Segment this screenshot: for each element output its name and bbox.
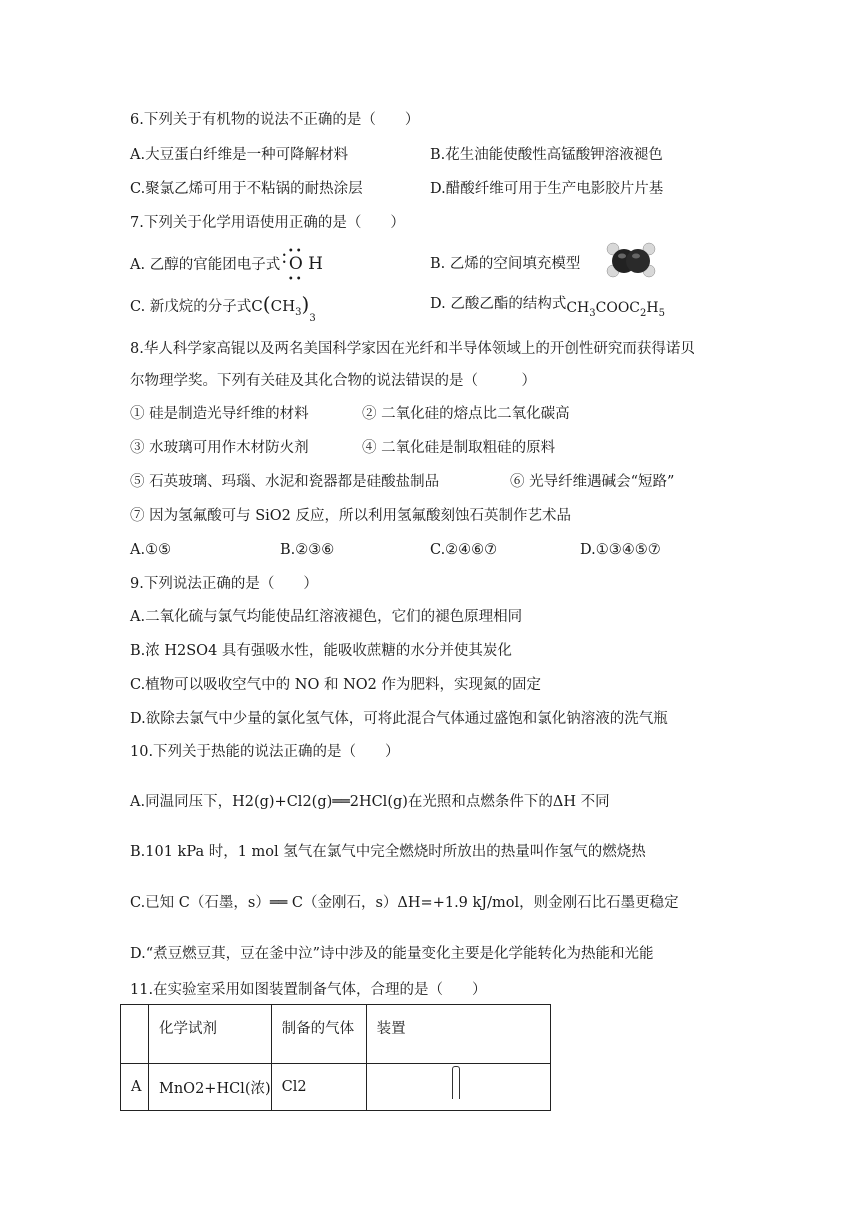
q8-stem-line2: 尔物理学奖。下列有关硅及其化合物的说法错误的是（ ） <box>130 373 536 389</box>
q8-option-b: B.②③⑥ <box>280 542 335 558</box>
q10-option-a-prefix: A.同温同压下， <box>130 794 233 810</box>
table-header-row <box>121 1005 551 1064</box>
q10-option-a <box>130 792 610 812</box>
table-cell: Cl2 <box>271 1064 366 1111</box>
table-cell: A <box>121 1064 149 1111</box>
q10-option-a-suffix: 在光照和点燃条件下的ΔH 不同 <box>407 794 610 810</box>
q8-statement-6: ⑥ 光导纤维遇碱会“短路” <box>510 474 675 490</box>
q7-option-c <box>130 294 316 323</box>
ethylene-space-filling-model <box>603 240 659 280</box>
electron-dot-formula: •• • • •• O H <box>281 246 323 285</box>
q8-statement-5: ⑤ 石英玻璃、玛瑙、水泥和瓷器都是硅酸盐制品 <box>130 474 440 490</box>
q10-option-a-equation: H2(g)+Cl2(g)══2HCl(g) <box>232 794 408 810</box>
q8-statement-3: ③ 水玻璃可用作木材防火剂 <box>130 440 309 456</box>
q7-option-a-formula: O H <box>288 254 323 274</box>
q6-option-c: C.聚氯乙烯可用于不粘锅的耐热涂层 <box>130 181 363 197</box>
q11-stem: 11.在实验室采用如图装置制备气体，合理的是（ ） <box>130 982 487 998</box>
table-header-cell: 制备的气体 <box>271 1005 366 1064</box>
q6-option-d: D.醋酸纤维可用于生产电影胶片片基 <box>430 181 664 197</box>
q7-option-d-text: D. 乙酸乙酯的结构式 <box>430 296 567 312</box>
ethyl-acetate-formula: $CH_3COOC_2H_5$ <box>566 300 665 319</box>
q9-option-b: B.浓 H2SO4 具有强吸水性，能吸收蔗糖的水分并使其炭化 <box>130 643 512 659</box>
q9-stem: 9.下列说法正确的是（ ） <box>130 576 318 592</box>
q8-option-d: D.①③④⑤⑦ <box>580 542 661 558</box>
q8-statement-2: ② 二氧化硅的熔点比二氧化碳高 <box>362 406 570 422</box>
q8-option-a: A.①⑤ <box>130 542 172 558</box>
q8-statement-7: ⑦ 因为氢氟酸可与 SiO2 反应，所以利用氢氟酸刻蚀石英制作艺术品 <box>130 508 572 524</box>
q9-option-d: D.欲除去氯气中少量的氯化氢气体，可将此混合气体通过盛饱和氯化钠溶液的洗气瓶 <box>130 711 668 727</box>
q7-option-b <box>430 254 580 274</box>
q10-option-d: D.“煮豆燃豆萁，豆在釜中泣”诗中涉及的能量变化主要是化学能转化为热能和光能 <box>130 946 654 962</box>
q10-stem: 10.下列关于热能的说法正确的是（ ） <box>130 744 400 760</box>
q8-statement-4: ④ 二氧化硅是制取粗硅的原料 <box>362 440 556 456</box>
table-row <box>121 1064 551 1111</box>
q6-option-a: A.大豆蛋白纤维是一种可降解材料 <box>130 147 349 163</box>
apparatus-tube-drawing <box>452 1066 460 1099</box>
q11-reagent-table <box>120 1004 551 1111</box>
q8-option-c: C.②④⑥⑦ <box>430 542 498 558</box>
q8-statement-1: ① 硅是制造光导纤维的材料 <box>130 406 309 422</box>
q9-option-c: C.植物可以吸收空气中的 NO 和 NO2 作为肥料，实现氮的固定 <box>130 677 541 693</box>
table-header-cell: 化学试剂 <box>149 1005 272 1064</box>
q6-stem: 6.下列关于有机物的说法不正确的是（ ） <box>130 112 420 128</box>
q9-option-a: A.二氧化硫与氯气均能使品红溶液褪色，它们的褪色原理相同 <box>130 609 523 625</box>
table-header-cell: 装置 <box>366 1005 550 1064</box>
table-header-cell <box>121 1005 149 1064</box>
q7-option-c-text: C. 新戊烷的分子式 <box>130 299 252 315</box>
q7-option-a-text: A. 乙醇的官能团电子式 <box>130 257 281 273</box>
q7-option-a <box>130 246 323 285</box>
q7-stem: 7.下列关于化学用语使用正确的是（ ） <box>130 215 405 231</box>
q7-option-b-text: B. 乙烯的空间填充模型 <box>430 256 581 272</box>
q10-option-b: B.101 kPa 时，1 mol 氢气在氯气中完全燃烧时所放出的热量叫作氢气的燃烧热 <box>130 844 646 860</box>
neopentane-formula: $C(CH_3)_3$ <box>251 292 316 324</box>
q10-option-c: C.已知 C（石墨，s）══ C（金刚石，s）ΔH=+1.9 kJ/mol，则金刚石比石墨更稳定 <box>130 895 679 911</box>
table-cell: MnO2+HCl(浓) <box>149 1064 272 1111</box>
q6-option-b: B.花生油能使酸性高锰酸钾溶液褪色 <box>430 147 663 163</box>
q8-stem-line1: 8.华人科学家高锟以及两名美国科学家因在光纤和半导体领域上的开创性研究而获得诺贝 <box>130 341 695 357</box>
q7-option-d <box>430 294 665 320</box>
